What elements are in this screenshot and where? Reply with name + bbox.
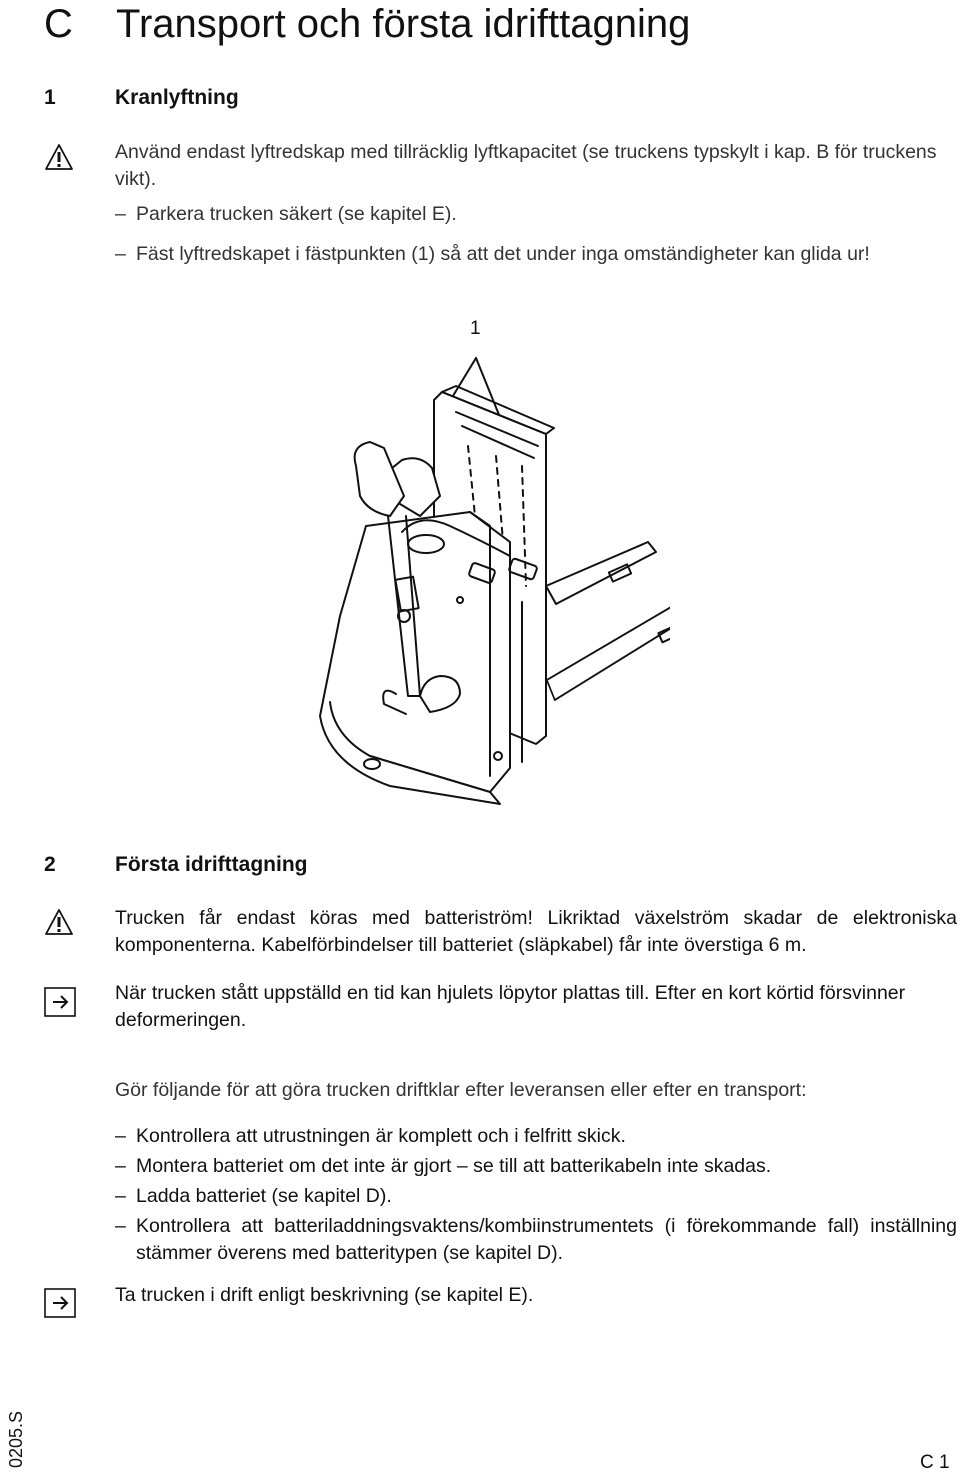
section-number: 2 [44, 853, 56, 876]
intro-text: Gör följande för att göra trucken driftklar efter leveransen eller efter en transport: [115, 1079, 807, 1101]
chapter-letter: C [44, 2, 73, 46]
list-item-text: Fäst lyftredskapet i fästpunkten (1) så att det under inga omständigheter kan glida ur! [136, 243, 870, 265]
section-title: Första idrifttagning [115, 853, 308, 876]
page-number: C 1 [920, 1452, 950, 1473]
list-item: – Ladda batteriet (se kapitel D). [115, 1183, 957, 1210]
list-item-text: Montera batteriet om det inte är gjort – se till att batterikabeln inte skadas. [136, 1155, 772, 1177]
section-number: 1 [44, 86, 56, 109]
figure-callout-label: 1 [470, 318, 481, 339]
list-item: – Fäst lyftredskapet i fästpunkten (1) så att det under inga omständigheter kan glida ur! [115, 241, 957, 268]
final-note-text: Ta trucken i drift enligt beskrivning (se kapitel E). [115, 1284, 534, 1306]
warning-triangle-icon [44, 143, 74, 176]
list-item: – Kontrollera att batteriladdningsvaktens/kombiinstrumentets (i förekommande fall) inställning stämmer överens med batteritypen (se kapitel D). [115, 1213, 957, 1267]
list-item-text: Ladda batteriet (se kapitel D). [136, 1185, 392, 1207]
doc-code [2, 1376, 28, 1476]
arrow-note-icon [44, 1288, 76, 1323]
chapter-title: Transport och första idrifttagning [116, 2, 691, 46]
list-item: – Montera batteriet om det inte är gjort – se till att batterikabeln inte skadas. [115, 1153, 957, 1180]
pallet-truck-figure [310, 316, 670, 816]
warning-triangle-icon [44, 908, 74, 941]
warning-text: Trucken får endast köras med batteriström! Likriktad växelström skadar de elektroniska komponenterna. Kabelförbindelser till batteriet (släpkabel) får inte överstiga 6 m. [115, 907, 957, 956]
doc-code-text: 0205.S [6, 1410, 26, 1468]
list-item: – Kontrollera att utrustningen är komplett och i felfritt skick. [115, 1123, 957, 1150]
note-text: När trucken stått uppställd en tid kan hjulets löpytor plattas till. Efter en kort körtid försvinner deformeringen. [115, 982, 906, 1031]
list-item-text: Parkera trucken säkert (se kapitel E). [136, 203, 457, 225]
arrow-note-icon [44, 987, 76, 1022]
list-item-text: Kontrollera att batteriladdningsvaktens/kombiinstrumentets (i förekommande fall) inställning stämmer överens med batteritypen (se kapitel D). [136, 1215, 957, 1264]
list-item: – Parkera trucken säkert (se kapitel E). [115, 201, 957, 228]
list-item-text: Kontrollera att utrustningen är komplett och i felfritt skick. [136, 1125, 626, 1147]
section-title: Kranlyftning [115, 86, 239, 109]
warning-text: Använd endast lyftredskap med tillräcklig lyftkapacitet (se truckens typskylt i kap. B för truckens vikt). [115, 141, 937, 190]
